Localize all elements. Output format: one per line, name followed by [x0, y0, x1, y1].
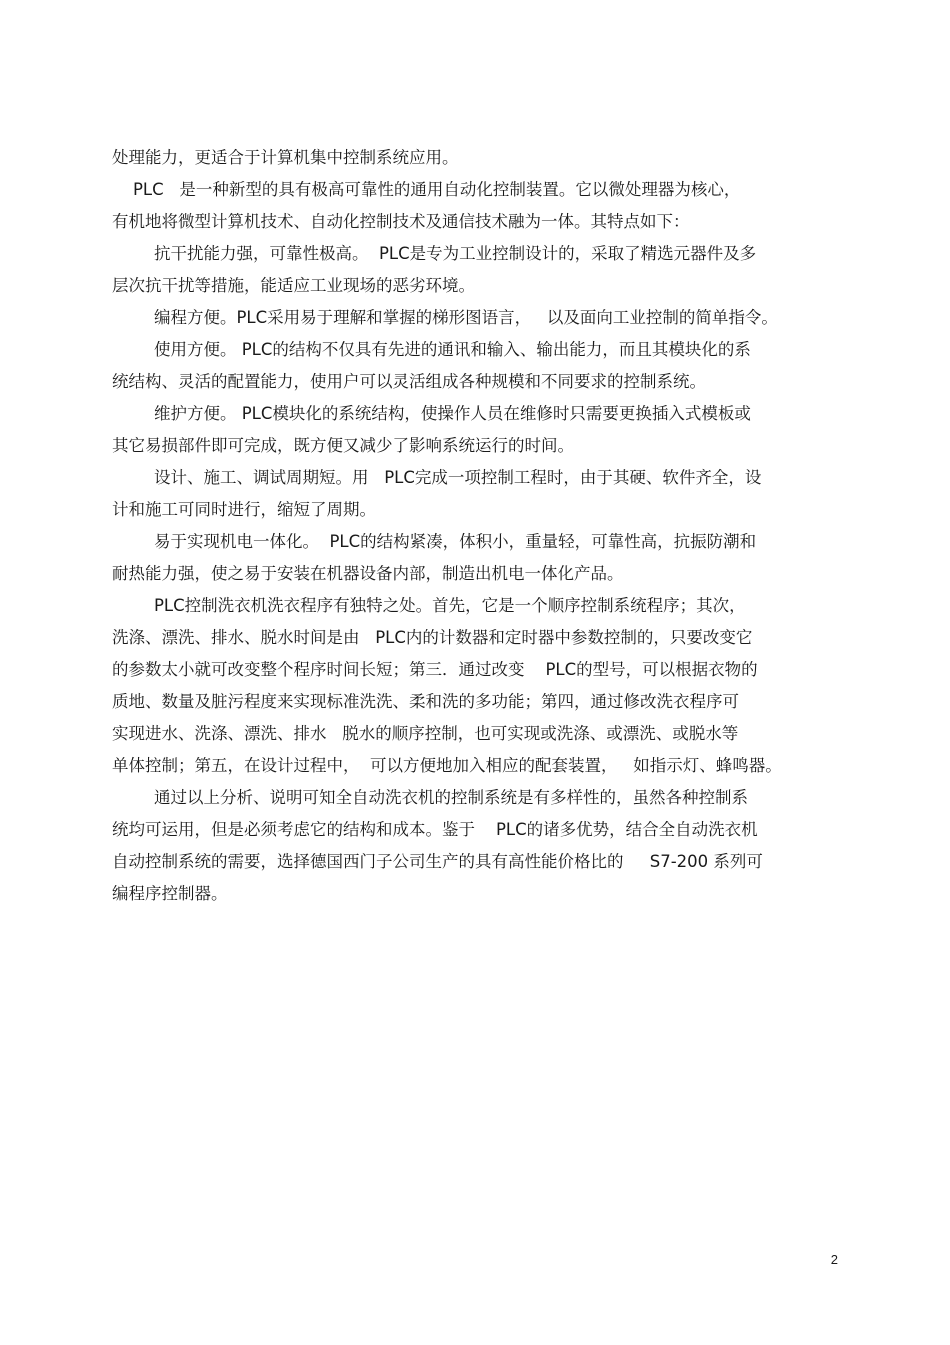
text-line: 处理能力，更适合于计算机集中控制系统应用。	[112, 148, 459, 167]
text-line: 层次抗干扰等措施，能适应工业现场的恶劣环境。	[112, 276, 475, 295]
text-line: 自动控制系统的需要，选择德国西门子公司生产的具有高性能价格比的 S7-200 系列可	[112, 852, 763, 871]
text-line: 单体控制；第五，在设计过程中， 可以方便地加入相应的配套装置， 如指示灯、蜂鸣器。	[112, 756, 782, 775]
text-line: 其它易损部件即可完成，既方便又减少了影响系统运行的时间。	[112, 436, 574, 455]
text-line: PLC控制洗衣机洗衣程序有独特之处。首先，它是一个顺序控制系统程序；其次，	[112, 596, 746, 615]
page-number: 2	[830, 1252, 838, 1267]
text-line: 有机地将微型计算机技术、自动化控制技术及通信技术融为一体。其特点如下：	[112, 212, 690, 231]
text-line: 的参数太小就可改变整个程序时间长短；第三．通过改变 PLC的型号，可以根据衣物的	[112, 660, 758, 679]
text-line: 设计、施工、调试周期短。用 PLC完成一项控制工程时，由于其硬、软件齐全，设	[112, 468, 762, 487]
text-line: 抗干扰能力强，可靠性极高。 PLC是专为工业控制设计的，采取了精选元器件及多	[112, 244, 757, 263]
text-line: 实现进水、洗涤、漂洗、排水 脱水的顺序控制，也可实现或洗涤、或漂洗、或脱水等	[112, 724, 739, 743]
text-line: 易于实现机电一体化。 PLC的结构紧凑，体积小，重量轻，可靠性高，抗振防潮和	[112, 532, 757, 551]
text-line: PLC 是一种新型的具有极高可靠性的通用自动化控制装置。它以微处理器为核心，	[112, 180, 741, 199]
text-line: 统结构、灵活的配置能力，使用户可以灵活组成各种规模和不同要求的控制系统。	[112, 372, 706, 391]
text-line: 计和施工可同时进行，缩短了周期。	[112, 500, 376, 519]
body-text	[112, 142, 842, 910]
text-line: 编程序控制器。	[112, 884, 228, 903]
text-line: 编程方便。PLC采用易于理解和掌握的梯形图语言， 以及面向工业控制的简单指令。	[112, 308, 778, 327]
text-line: 耐热能力强，使之易于安装在机器设备内部，制造出机电一体化产品。	[112, 564, 624, 583]
text-line: 质地、数量及脏污程度来实现标准洗洗、柔和洗的多功能；第四，通过修改洗衣程序可	[112, 692, 739, 711]
text-line: 通过以上分析、说明可知全自动洗衣机的控制系统是有多样性的，虽然各种控制系	[112, 788, 748, 807]
text-line: 维护方便。 PLC模块化的系统结构，使操作人员在维修时只需要更换插入式模板或	[112, 404, 751, 423]
text-line: 使用方便。 PLC的结构不仅具有先进的通讯和输入、输出能力，而且其模块化的系	[112, 340, 751, 359]
text-line: 统均可运用，但是必须考虑它的结构和成本。鉴于 PLC的诸多优势，结合全自动洗衣机	[112, 820, 758, 839]
text-line: 洗涤、漂洗、排水、脱水时间是由 PLC内的计数器和定时器中参数控制的，只要改变它	[112, 628, 753, 647]
